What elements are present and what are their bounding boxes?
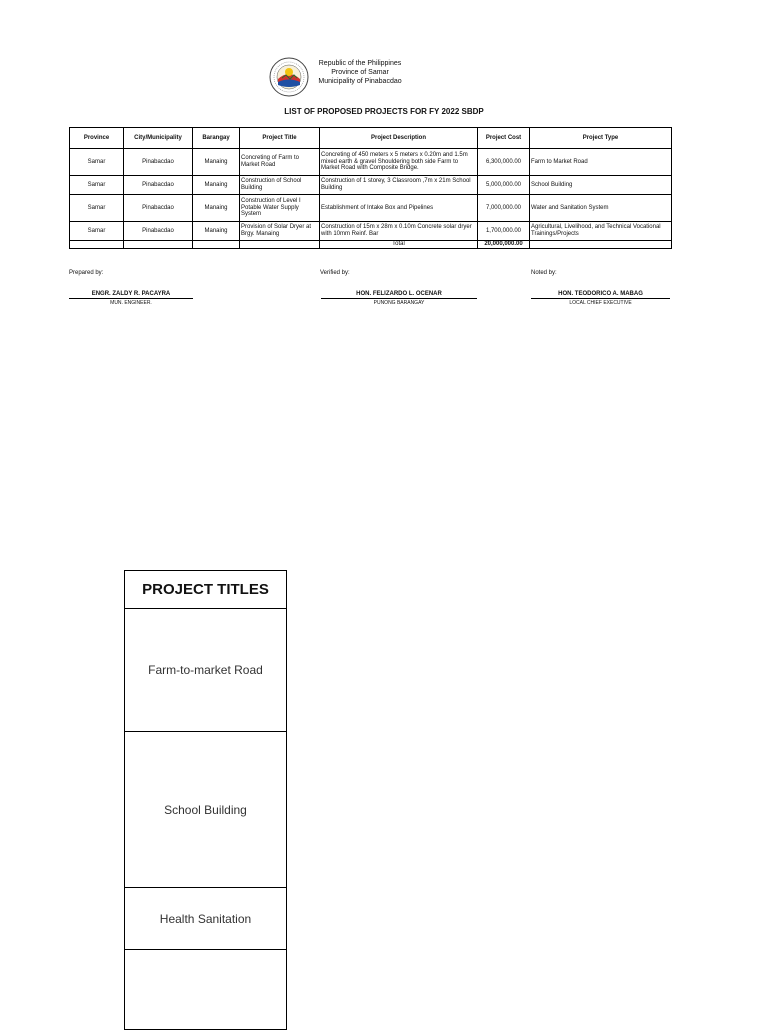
cell-project-type: Agricultural, Livelihood, and Technical Vocational Trainings/Projects <box>530 222 672 241</box>
cell-barangay: Manaing <box>193 149 240 176</box>
empty-cell <box>240 241 320 249</box>
table-row <box>70 222 672 241</box>
header-line-municipality: Municipality of Pinabacdao <box>318 78 402 85</box>
signatory-name: ENGR. ZALDY R. PACAYRA <box>69 291 193 299</box>
cell-province: Samar <box>70 195 124 222</box>
cell-project-type: Water and Sanitation System <box>530 195 672 222</box>
cell-project-type: School Building <box>530 176 672 195</box>
cell-project-description: Concreting of 450 meters x 5 meters x 0.20m and 1.5m mixed earth & gravel Shouldering both side Farm to Market Road with Composite Bridge. <box>320 149 478 176</box>
cell-barangay: Manaing <box>193 222 240 241</box>
column-header-city: City/Municipality <box>124 128 193 149</box>
column-header-project-cost: Project Cost <box>478 128 530 149</box>
cell-project-cost: 7,000,000.00 <box>478 195 530 222</box>
document-header <box>300 59 420 86</box>
project-title-item: School Building <box>164 802 247 817</box>
empty-cell <box>193 241 240 249</box>
cell-project-title: Construction of Level I Potable Water Supply System <box>240 195 320 222</box>
project-title-item: Farm-to-market Road <box>148 663 263 677</box>
project-title-item: Health Sanitation <box>159 911 252 926</box>
verified-by-label: Verified by: <box>320 270 350 276</box>
cell-city: Pinabacdao <box>124 176 193 195</box>
signatory-role: PUNONG BARANGAY <box>373 300 425 306</box>
column-header-project-description: Project Description <box>320 128 478 149</box>
cell-project-title: Construction of School Building <box>240 176 320 195</box>
project-titles-table <box>124 570 287 1030</box>
table-row <box>70 149 672 176</box>
signatory-role: LOCAL CHIEF EXECUTIVE <box>569 300 632 306</box>
signatory-role: MUN. ENGINEER. <box>110 300 152 306</box>
cell-province: Samar <box>70 149 124 176</box>
empty-cell <box>530 241 672 249</box>
total-value: 20,000,000.00 <box>478 241 530 249</box>
signatory-verified <box>321 291 477 306</box>
cell-project-title: Provision of Solar Dryer at Brgy. Manaing <box>240 222 320 241</box>
empty-cell <box>70 241 124 249</box>
table-row <box>70 195 672 222</box>
cell-barangay: Manaing <box>193 176 240 195</box>
signatory-name: HON. TEODORICO A. MABAG <box>531 291 670 299</box>
cell-barangay: Manaing <box>193 195 240 222</box>
cell-project-description: Construction of 15m x 28m x 0.10m Concrete solar dryer with 10mm Reinf. Bar <box>320 222 478 241</box>
noted-by-label: Noted by: <box>531 270 557 276</box>
total-label: Total <box>320 241 478 249</box>
projects-table <box>69 127 672 249</box>
cell-project-type: Farm to Market Road <box>530 149 672 176</box>
cell-project-description: Establishment of Intake Box and Pipelines <box>320 195 478 222</box>
table-row <box>70 176 672 195</box>
signatory-name: HON. FELIZARDO L. OCENAR <box>321 291 477 299</box>
cell-city: Pinabacdao <box>124 149 193 176</box>
signatory-noted <box>531 291 670 306</box>
cell-project-cost: 6,300,000.00 <box>478 149 530 176</box>
cell-project-title: Concreting of Farm to Market Road <box>240 149 320 176</box>
project-titles-heading: PROJECT TITLES <box>142 581 269 598</box>
row-divider <box>125 949 286 950</box>
cell-province: Samar <box>70 222 124 241</box>
cell-city: Pinabacdao <box>124 222 193 241</box>
column-header-project-type: Project Type <box>530 128 672 149</box>
document-title: LIST OF PROPOSED PROJECTS FOR FY 2022 SBDP <box>284 107 484 116</box>
column-header-barangay: Barangay <box>193 128 240 149</box>
table-total-row <box>70 241 672 249</box>
column-header-project-title: Project Title <box>240 128 320 149</box>
signatory-prepared <box>69 291 193 306</box>
header-line-province: Province of Samar <box>331 69 389 76</box>
cell-province: Samar <box>70 176 124 195</box>
empty-cell <box>124 241 193 249</box>
header-line-republic: Republic of the Philippines <box>318 60 402 67</box>
cell-city: Pinabacdao <box>124 195 193 222</box>
cell-project-cost: 5,000,000.00 <box>478 176 530 195</box>
cell-project-cost: 1,700,000.00 <box>478 222 530 241</box>
column-header-province: Province <box>70 128 124 149</box>
table-header-row <box>70 128 672 149</box>
cell-project-description: Construction of 1 storey, 3 Classroom ,7m x 21m School Building <box>320 176 478 195</box>
prepared-by-label: Prepared by: <box>69 270 104 276</box>
